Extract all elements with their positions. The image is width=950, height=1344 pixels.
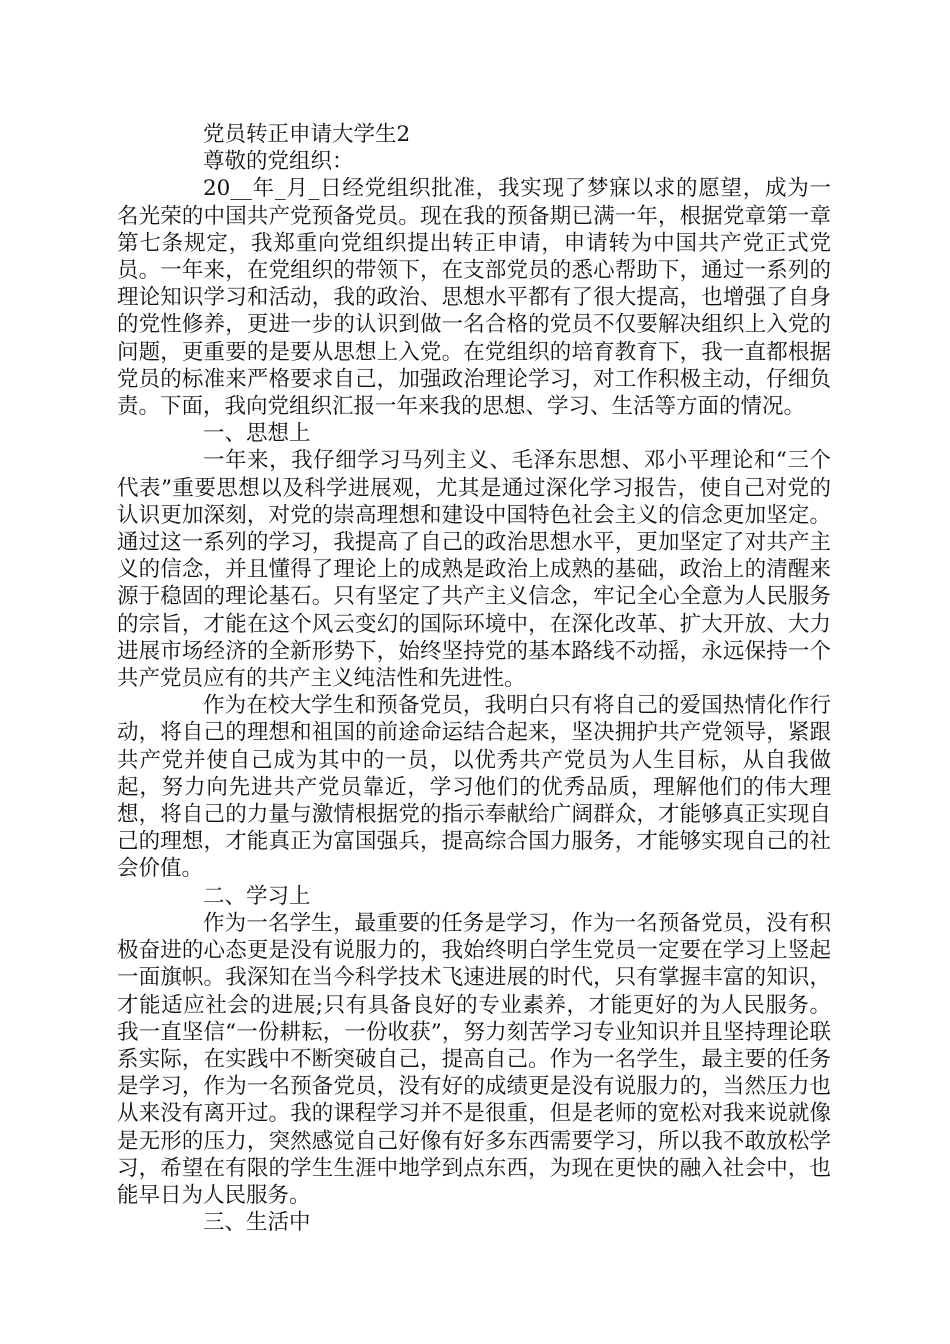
section-study-paragraph-1: 作为一名学生，最重要的任务是学习，作为一名预备党员，没有积极奋进的心态更是没有说服力的，我始终明白学生党员一定要在学习上竖起一面旗帜。我深知在当今科学技术飞速进展的时代，只有掌握丰富的知识，才能适应社会的进展;只有具备良好的专业素养，才能更好的为人民服务。我一直坚信“一份耕耘，一份收获”，努力刻苦学习专业知识并且坚持理论联系实际，在实践中不断突破自己，提高自己。作为一名学生，最主要的任务是学习，作为一名预备党员，没有好的成绩更是没有说服力的，当然压力也从来没有离开过。我的课程学习并不是很重，但是老师的宽松对我来说就像是无形的压力，突然感觉自己好像有好多东西需要学习，所以我不敢放松学习，希望在有限的学生生涯中地学到点东西，为现在更快的融入社会中，也能早日为人民服务。	[117, 910, 831, 1208]
section-heading-study: 二、学习上	[203, 883, 311, 909]
section-thought-paragraph-2: 作为在校大学生和预备党员，我明白只有将自己的爱国热情化作行动，将自己的理想和祖国的前途命运结合起来，坚决拥护共产党领导，紧跟共产党并使自己成为其中的一员，以优秀共产党员为人生目标，从自我做起，努力向先进共产党员靠近，学习他们的优秀品质，理解他们的伟大理想，将自己的力量与激情根据党的指示奉献给广阔群众，才能够真正实现自己的理想，才能真正为富国强兵，提高综合国力服务，才能够实现自己的社会价值。	[117, 693, 831, 882]
section-thought-paragraph-1: 一年来，我仔细学习马列主义、毛泽东思想、邓小平理论和“三个代表”重要思想以及科学进展观，尤其是通过深化学习报告，使自己对党的认识更加深刻，对党的崇高理想和建设中国特色社会主义的信念更加坚定。通过这一系列的学习，我提高了自己的政治思想水平，更加坚定了对共产主义的信念，并且懂得了理论上的成熟是政治上成熟的基础，政治上的清醒来源于稳固的理论基石。只有坚定了共产主义信念，牢记全心全意为人民服务的宗旨，才能在这个风云变幻的国际环境中，在深化改革、扩大开放、大力进展市场经济的全新形势下，始终坚持党的基本路线不动摇，永远保持一个共产党员应有的共产主义纯洁性和先进性。	[117, 448, 831, 692]
document-title: 党员转正申请大学生2	[203, 122, 411, 147]
salutation: 尊敬的党组织：	[203, 149, 354, 175]
section-heading-life: 三、生活中	[203, 1210, 311, 1236]
document-body	[117, 121, 831, 1236]
intro-paragraph: 20__年_月_日经党组织批准，我实现了梦寐以求的愿望，成为一名光荣的中国共产党预备党员。现在我的预备期已满一年，根据党章第一章第七条规定，我郑重向党组织提出转正申请，申请转为中国共产党正式党员。一年来，在党组织的带领下，在支部党员的悉心帮助下，通过一系列的理论知识学习和活动，我的政治、思想水平都有了很大提高，也增强了自身的党性修养，更进一步的认识到做一名合格的党员不仅要解决组织上入党的问题，更重要的是要从思想上入党。在党组织的培育教育下，我一直都根据党员的标准来严格要求自己，加强政治理论学习，对工作积极主动，仔细负责。下面，我向党组织汇报一年来我的思想、学习、生活等方面的情况。	[117, 176, 831, 420]
section-heading-thought: 一、思想上	[203, 421, 311, 447]
